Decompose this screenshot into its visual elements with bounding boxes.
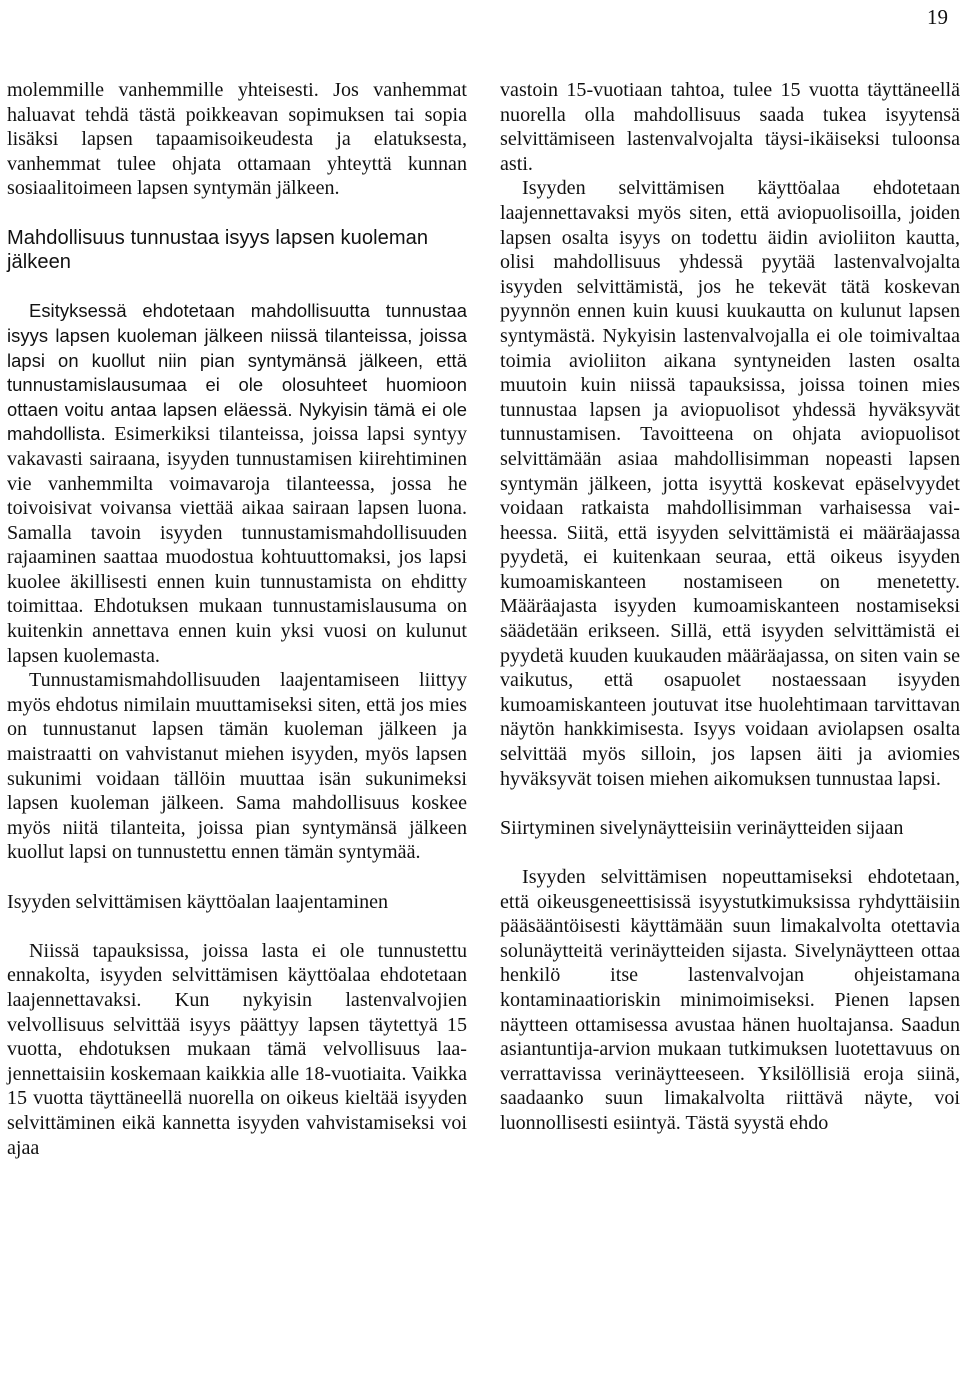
heading-posthumous-recognition: Mahdollisuus tunnustaa isyys lapsen kuoleman jälkeen (7, 226, 429, 274)
left-column (7, 78, 467, 1160)
paragraph-posthumous-recognition-sans-part: Esityksessä ehdotetaan mahdollisuutta tunnustaa isyys lapsen kuoleman jälkeen niissä tilanteissa, joissa lapsi on kuollut niin pian syntymänsä jälkeen, että tunnustamislausumaa ei ole olosuhteet huomioon ottaen voitu antaa lapsen eläessä. Nykyisin tämä ei ole mahdollista. (7, 300, 467, 445)
paragraph-posthumous-recognition-serif-part: Esimerkiksi tilanteissa, joissa lapsi syntyy vakavasti sairaana, isyyden tunnustamisen kiirehtiminen vie vanhemmilta voimavaroja tilanteessa, jossa he toivoisivat voivansa viettää aikaa sairaan lapsen luona. Samalla tavoin isyyden tunnustamismahdollisuuden rajaaminen saattaa muodostua kohtuuttomaksi, jos lapsi kuolee äkillisesti ennen kuin tunnustamista on ehditty toimittaa. Ehdotuksen mukaan tunnustamislausuma on kuitenkin annettava ennen kuin yksi vuosi on kulunut lapsen kuolemasta. (7, 423, 467, 667)
right-column (500, 78, 960, 1136)
heading-swab-samples: Siirtyminen sivelynäytteisiin verinäytteiden sijaan (500, 816, 904, 839)
paragraph-surname-change: Tunnustamismahdollisuuden laajentamiseen liittyy myös ehdotus nimilain muuttamiseksi siten, että jos mies on tunnustanut lapsen tämän kuoleman jälkeen ja maistraatti on vahvistanut miehen isyyden, myös lapsen sukunimi voidaan tällöin muuttaa isän sukunimeksi lapsen kuoleman jälkeen. Sama mahdollisuus koskee myös niitä tilanteita, joissa pian syntymänsä jälkeen kuollut lapsi on tunnustettu ennen tämän syntymää. (7, 669, 467, 864)
paragraph-scope-extension: Niissä tapauksissa, joissa lasta ei ole tunnustettu ennakolta, isyyden selvittämisen käyttöalaa ehdotetaan laajennettavaksi. Kun nykyisin lastenvalvojien velvollisuus selvittää isyys päättyy lapsen täytettyä 15 vuotta, ehdotuksen mukaan tämä velvollisuus laajennettaisiin koskemaan kaikkia alle 18-vuotiaita. Vaikka 15 vuotta täyttäneellä nuorella on oikeus kieltää isyyden selvittäminen eikä kannetta isyyden vahvistamiseksi voi ajaa (7, 939, 467, 1159)
paragraph-spouses-request: Isyyden selvittämisen käyttöalaa ehdotetaan laajennettavaksi myös siten, että aviopuolisoilla, joiden lapsen osalta isyys on todettu äidin avioliiton kautta, olisi mahdollisuus yhdessä pyytää lastenvalvojalta isyyden selvittämistä, jos he tekevät tätä koskevan pyynnön ennen kuin kuusi kuukautta on kulunut lapsen syntymästä. Nykyisin lastenvalvojalla ei ole toimivaltaa toimia avioliiton aikana syntyneiden lasten osalta muutoin kuin niissä tapauksissa, joissa toinen mies tunnustaa lapsen ja aviopuolisot yhdessä hyväksyvät tunnustamisen. Tavoitteena on ohjata aviopuolisot selvittämään asiaa mahdollisimman nopeasti lapsen syntymän jälkeen, jotta isyyttä koskevat epäselvyydet voidaan ratkaista mahdollisimman varhaisessa vaiheessa. Siitä, että isyyden selvittämistä ei määräajassa pyydetä, ei kuitenkaan seuraa, että oikeus isyyden kumoamiskanteen nostamiseen on menetetty. Määräajasta isyyden kumoamiskanteen nostamiseksi säädetään erikseen. Sillä, että isyyden selvittämistä ei pyydetä kuuden kuukauden määräajassa, on siten vain se vaikutus, että osapuolet nostaessaan isyyden kumoamiskanteen joutuvat itse huolehtimaan tarvittavan näytön hankkimisesta. Isyys voidaan aviolapsen osalta selvittää myös silloin, jos lapsen äiti ja aviomies hyväksyvät toisen miehen aikomuksen tunnustaa lapsi. (500, 177, 960, 790)
paragraph-age-limit-continuation: vastoin 15-vuotiaan tahtoa, tulee 15 vuotta täyttäneellä nuorella olla mahdollisuus saada tukea isyytensä selvittämiseen lastenvalvojalta täysi-ikäiseksi tuloonsa asti. (500, 79, 960, 175)
paragraph-swab-samples: Isyyden selvittämisen nopeuttamiseksi ehdotetaan, että oikeusgeneettisissä isyystutkimuksissa ryhdyttäisiin pääsääntöisesti käyttämään suun limakalvolta otettavia solunäytteitä verinäytteiden sijasta. Sivelynäytteen ottaa henkilö itse lastenvalvojan ohjeistamana kontaminaatioriskin minimoimiseksi. Pienen lapsen näytteen ottamisessa avustaa hänen huoltajansa. Saadun asiantuntija-arvion mukaan tutkimuksen luotettavuus on verrattavissa verinäytteeseen. Yksilöllisiä eroja siinä, saadaanko suun limakalvolta riittävä näyte, voi luonnollisesti esiintyä. Tästä syystä ehdo (500, 866, 960, 1134)
paragraph-joint-custody-note: molemmille vanhemmille yhteisesti. Jos vanhemmat haluavat tehdä tästä poikkeavan sopimuksen tai sopia lisäksi lapsen tapaamisoikeudesta ja elatuksesta, vanhemmat tulee ohjata ottamaan yhteyttä kunnan sosiaalitoimeen lapsen syntymän jälkeen. (7, 79, 467, 200)
page-number: 19 (927, 5, 948, 29)
heading-scope-extension: Isyyden selvittämisen käyttöalan laajentaminen (7, 890, 389, 913)
paragraph-posthumous-recognition (7, 299, 467, 668)
